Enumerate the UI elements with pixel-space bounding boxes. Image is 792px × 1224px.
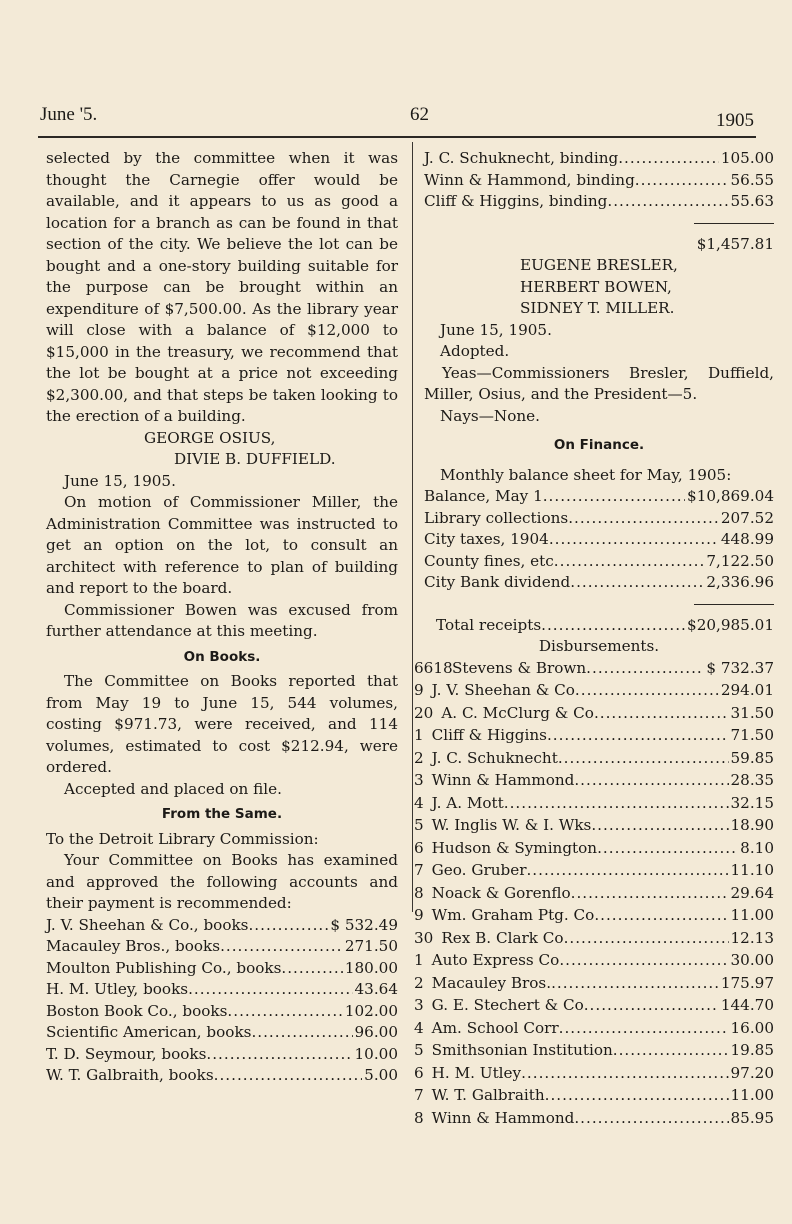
list-item: Moulton Publishing Co., books ..... 180.00 bbox=[46, 958, 398, 980]
list-item: H. M. Utley, books ..... 43.64 bbox=[46, 979, 398, 1001]
receipts-list bbox=[424, 486, 774, 594]
section-heading: On Finance. bbox=[553, 437, 645, 453]
page-number: 62 bbox=[410, 104, 429, 125]
list-item: 1 Cliff & Higgins ..... 71.50 bbox=[414, 725, 774, 747]
right-column bbox=[414, 148, 774, 1129]
list-item: T. D. Seymour, books ..... 10.00 bbox=[46, 1044, 398, 1066]
paragraph: Adopted. bbox=[440, 342, 510, 360]
paragraph: On motion of Commissioner Miller, the Administration Committee was instructed to get an option on the lot, to consult an architect with reference to plan of building and report to the board. bbox=[46, 493, 398, 597]
list-item: J. C. Schuknecht, binding ..... 105.00 bbox=[424, 148, 774, 170]
list-item: 9 Wm. Graham Ptg. Co ..... 11.00 bbox=[414, 905, 774, 927]
signature: SIDNEY T. MILLER. bbox=[520, 299, 675, 317]
list-item: Library collections ..... 207.52 bbox=[424, 508, 774, 530]
list-item: 9 J. V. Sheehan & Co ..... 294.01 bbox=[414, 680, 774, 702]
header-year: 1905 bbox=[716, 110, 754, 131]
list-item: J. V. Sheehan & Co., books ..... $ 532.49 bbox=[46, 915, 398, 937]
paragraph: Yeas—Commissioners Bresler, Duffield, Miller, Osius, and the President—5. bbox=[424, 363, 774, 403]
paragraph: Your Committee on Books has examined and approved the following accounts and their payment is recommended: bbox=[46, 851, 398, 912]
paragraph: To the Detroit Library Commission: bbox=[46, 829, 319, 848]
signature: EUGENE BRESLER, bbox=[520, 256, 678, 274]
signature: HERBERT BOWEN, bbox=[520, 277, 672, 296]
total-amount: $1,457.81 bbox=[696, 234, 774, 253]
list-item: 5 W. Inglis W. & I. Wks ..... 18.90 bbox=[414, 815, 774, 837]
section-heading: Disbursements. bbox=[538, 637, 660, 655]
list-item: Scientific American, books ..... 96.00 bbox=[46, 1022, 398, 1044]
disbursements-list bbox=[414, 658, 774, 1130]
list-item: 1 Auto Express Co ..... 30.00 bbox=[414, 950, 774, 972]
total-receipts: Total receipts ..... $20,985.01 bbox=[424, 615, 774, 637]
header-date: June '5. bbox=[40, 104, 98, 125]
list-item: 4 Am. School Corr ..... 16.00 bbox=[414, 1018, 774, 1040]
list-item: 30 Rex B. Clark Co ..... 12.13 bbox=[414, 928, 774, 950]
list-item: 6 H. M. Utley ..... 97.20 bbox=[414, 1063, 774, 1085]
paragraph: Commissioner Bowen was excused from further attendance at this meeting. bbox=[46, 600, 398, 640]
date-line: June 15, 1905. bbox=[440, 320, 552, 339]
paragraph: Monthly balance sheet for May, 1905: bbox=[440, 465, 732, 484]
list-item: 2 J. C. Schuknecht ..... 59.85 bbox=[414, 748, 774, 770]
list-item: Winn & Hammond, binding ..... 56.55 bbox=[424, 170, 774, 192]
list-item: W. T. Galbraith, books ..... 5.00 bbox=[46, 1065, 398, 1087]
list-item: 8 Winn & Hammond ..... 85.95 bbox=[414, 1108, 774, 1130]
column-divider bbox=[412, 142, 413, 912]
date-line: June 15, 1905. bbox=[64, 471, 176, 490]
list-item: Balance, May 1 ..... $10,869.04 bbox=[424, 486, 774, 508]
section-heading: On Books. bbox=[183, 648, 261, 665]
accounts-list bbox=[46, 915, 398, 1087]
list-item: 20 A. C. McClurg & Co ..... 31.50 bbox=[414, 703, 774, 725]
paragraph: selected by the committee when it was thought the Carnegie offer would be available, and it appears to us as good a location for a branch as can be found in that section of the city. We believe the lot can be bought and a one-story building suitable for the purpose can be brought within an expenditure of $7,500.00. As the library year will close with a balance of $12,000 to $15,000 in the treasury, we recommend that the lot be bought at a price not exceeding $2,300.00, and that steps be taken looking to the erection of a building. bbox=[46, 149, 398, 425]
paragraph: Accepted and placed on file. bbox=[64, 779, 282, 798]
list-item: 3 G. E. Stechert & Co ..... 144.70 bbox=[414, 995, 774, 1017]
sum-rule bbox=[694, 604, 774, 605]
left-column bbox=[46, 148, 398, 1087]
signature: DIVIE B. DUFFIELD. bbox=[174, 450, 336, 468]
list-item: 6 Hudson & Symington ..... 8.10 bbox=[414, 838, 774, 860]
list-item: Boston Book Co., books ..... 102.00 bbox=[46, 1001, 398, 1023]
list-item: 8 Noack & Gorenflo ..... 29.64 bbox=[414, 883, 774, 905]
list-item: City Bank dividend ..... 2,336.96 bbox=[424, 572, 774, 594]
signature: GEORGE OSIUS, bbox=[144, 428, 276, 447]
list-item: City taxes, 1904 ..... 448.99 bbox=[424, 529, 774, 551]
header-rule bbox=[38, 136, 756, 138]
list-item: County fines, etc ..... 7,122.50 bbox=[424, 551, 774, 573]
list-item: 7 Geo. Gruber ..... 11.10 bbox=[414, 860, 774, 882]
paragraph: The Committee on Books reported that from May 19 to June 15, 544 volumes, costing $971.73, were received, and 114 volumes, estimated to cost $212.94, were ordered. bbox=[46, 672, 398, 776]
section-heading: From the Same. bbox=[161, 806, 283, 822]
list-item: 6618 Stevens & Brown ..... $ 732.37 bbox=[414, 658, 774, 680]
list-item: 4 J. A. Mott ..... 32.15 bbox=[414, 793, 774, 815]
list-item: Macauley Bros., books ..... 271.50 bbox=[46, 936, 398, 958]
list-item: 3 Winn & Hammond ..... 28.35 bbox=[414, 770, 774, 792]
list-item: Cliff & Higgins, binding ..... 55.63 bbox=[424, 191, 774, 213]
list-item: 2 Macauley Bros. ..... 175.97 bbox=[414, 973, 774, 995]
list-item: 5 Smithsonian Institution ..... 19.85 bbox=[414, 1040, 774, 1062]
sum-rule bbox=[694, 223, 774, 224]
list-item: 7 W. T. Galbraith ..... 11.00 bbox=[414, 1085, 774, 1107]
paragraph: Nays—None. bbox=[440, 406, 540, 425]
